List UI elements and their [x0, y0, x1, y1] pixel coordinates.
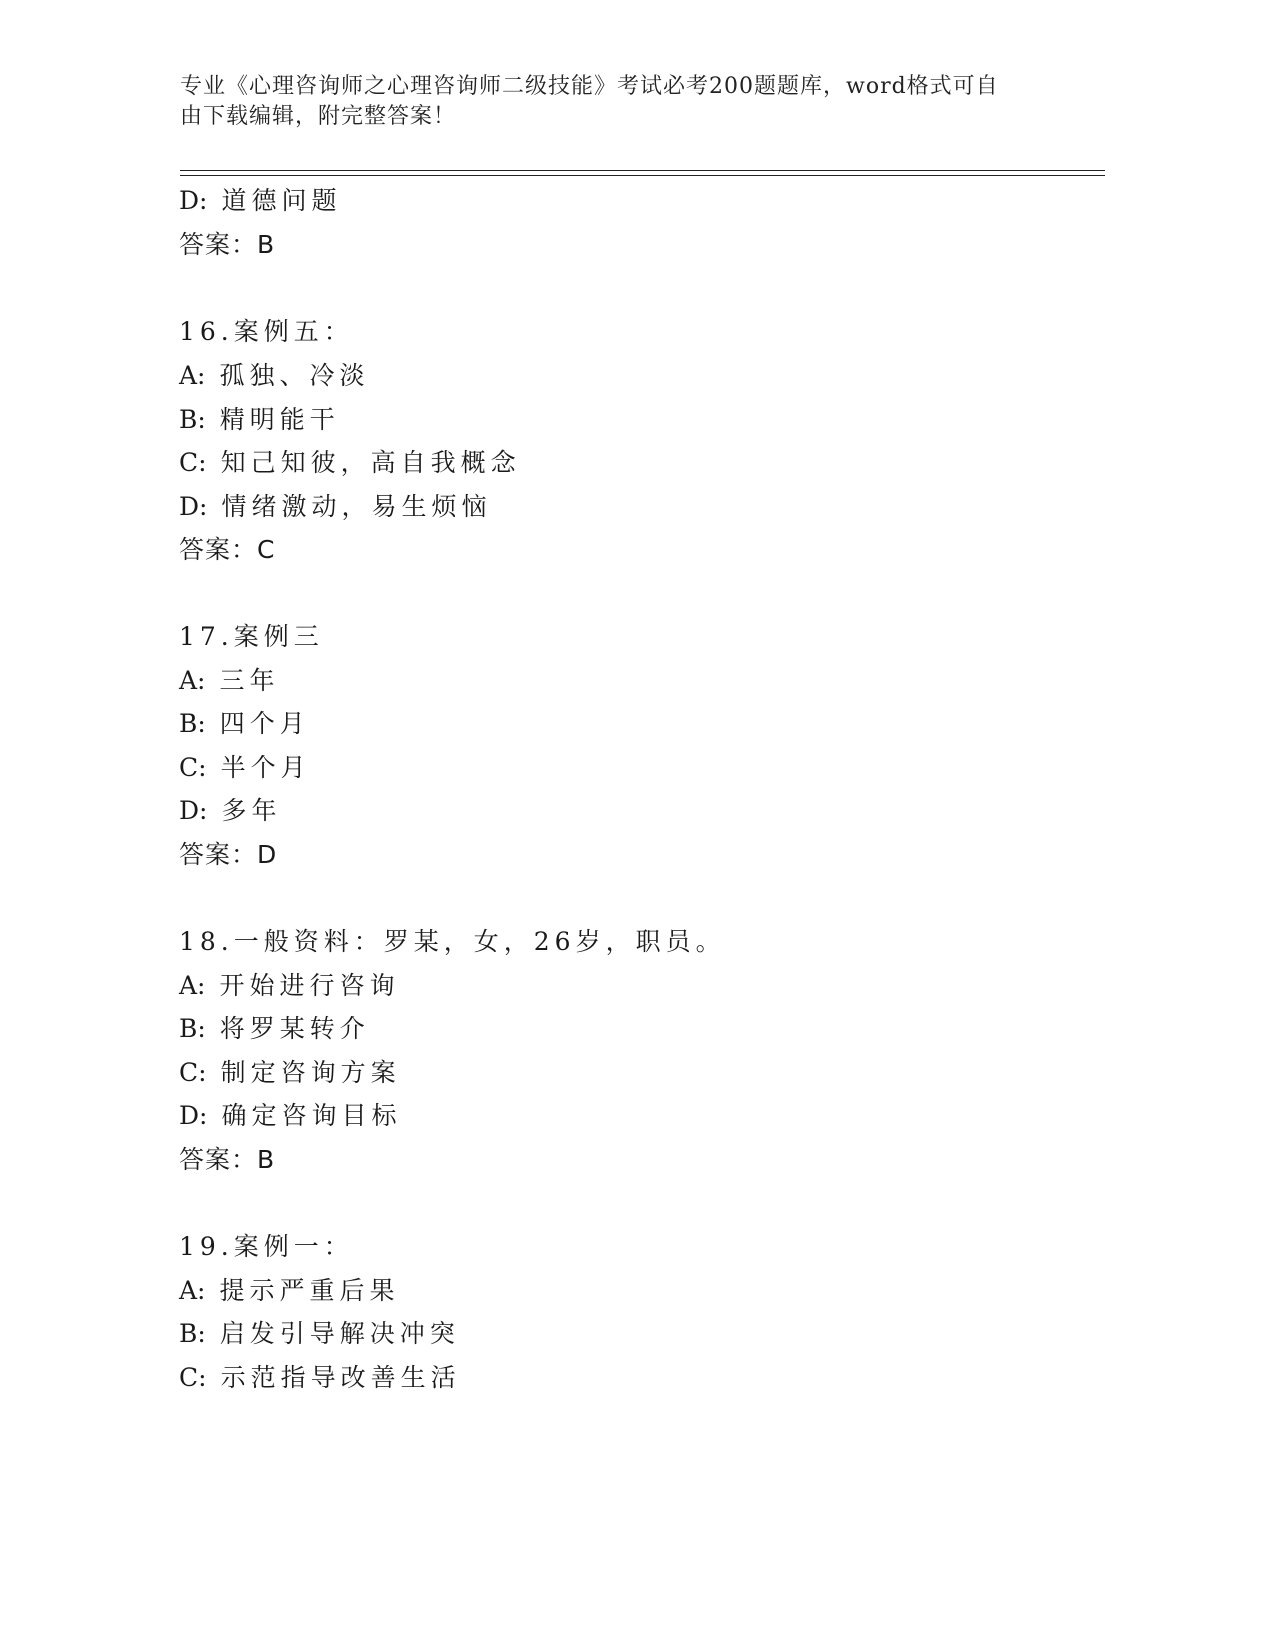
option-letter: B: — [179, 1319, 206, 1348]
option-text: 情绪激动，易生烦恼 — [221, 492, 492, 521]
header-line-1: 专业《心理咨询师之心理咨询师二级技能》考试必考200题题库，word格式可自 — [180, 74, 999, 99]
option-text: 孤独、冷淡 — [219, 361, 370, 390]
option-text: 三年 — [219, 666, 280, 695]
option-text: 道德问题 — [221, 186, 342, 215]
option-line — [179, 1318, 460, 1350]
option-letter: A: — [179, 666, 206, 695]
option-letter: B: — [179, 405, 206, 434]
answer-line: 答案：B — [179, 230, 276, 259]
option-letter: D: — [179, 796, 208, 825]
question-line: 16.案例五： — [179, 317, 354, 346]
option-line — [179, 1013, 370, 1045]
option-text: 将罗某转介 — [219, 1014, 370, 1043]
option-letter: B: — [179, 1014, 206, 1043]
option-letter: B: — [179, 709, 206, 738]
option-line — [179, 708, 310, 740]
option-letter: A: — [179, 1276, 206, 1305]
option-line — [179, 970, 400, 1002]
option-letter: D: — [179, 186, 208, 215]
answer-line: 答案：D — [179, 840, 278, 869]
option-text: 制定咨询方案 — [220, 1058, 401, 1087]
header-divider-top — [180, 170, 1105, 171]
option-text: 确定咨询目标 — [221, 1101, 402, 1130]
option-line — [179, 447, 521, 479]
header-line-2: 由下载编辑，附完整答案！ — [180, 104, 457, 129]
question-line: 17.案例三 — [179, 622, 324, 651]
question-line: 18.一般资料：罗某，女，26岁，职员。 — [179, 927, 726, 956]
option-line — [179, 1100, 401, 1132]
option-letter: D: — [179, 1101, 208, 1130]
answer-line: 答案：B — [179, 1145, 276, 1174]
document-header — [180, 72, 1060, 132]
option-letter: C: — [179, 1363, 207, 1392]
option-line — [179, 1057, 401, 1089]
option-line — [179, 665, 280, 697]
option-letter: C: — [179, 448, 207, 477]
option-text: 半个月 — [220, 753, 311, 782]
header-divider-bottom — [180, 175, 1105, 176]
option-text: 四个月 — [219, 709, 310, 738]
option-line — [179, 360, 370, 392]
option-text: 启发引导解决冲突 — [219, 1319, 460, 1348]
option-line — [179, 404, 340, 436]
option-letter: C: — [179, 753, 207, 782]
option-text: 多年 — [221, 796, 282, 825]
option-letter: D: — [179, 492, 208, 521]
option-line — [179, 1275, 400, 1307]
option-text: 开始进行咨询 — [219, 971, 400, 1000]
option-line — [179, 1362, 461, 1394]
option-text: 提示严重后果 — [219, 1276, 400, 1305]
option-line — [179, 185, 341, 217]
option-letter: A: — [179, 971, 206, 1000]
option-text: 精明能干 — [219, 405, 340, 434]
option-line — [179, 491, 491, 523]
option-letter: A: — [179, 361, 206, 390]
option-line — [179, 752, 311, 784]
option-line — [179, 795, 281, 827]
option-text: 示范指导改善生活 — [220, 1363, 461, 1392]
answer-line: 答案：C — [179, 535, 276, 564]
question-line: 19.案例一： — [179, 1232, 354, 1261]
option-letter: C: — [179, 1058, 207, 1087]
option-text: 知己知彼，高自我概念 — [220, 448, 521, 477]
